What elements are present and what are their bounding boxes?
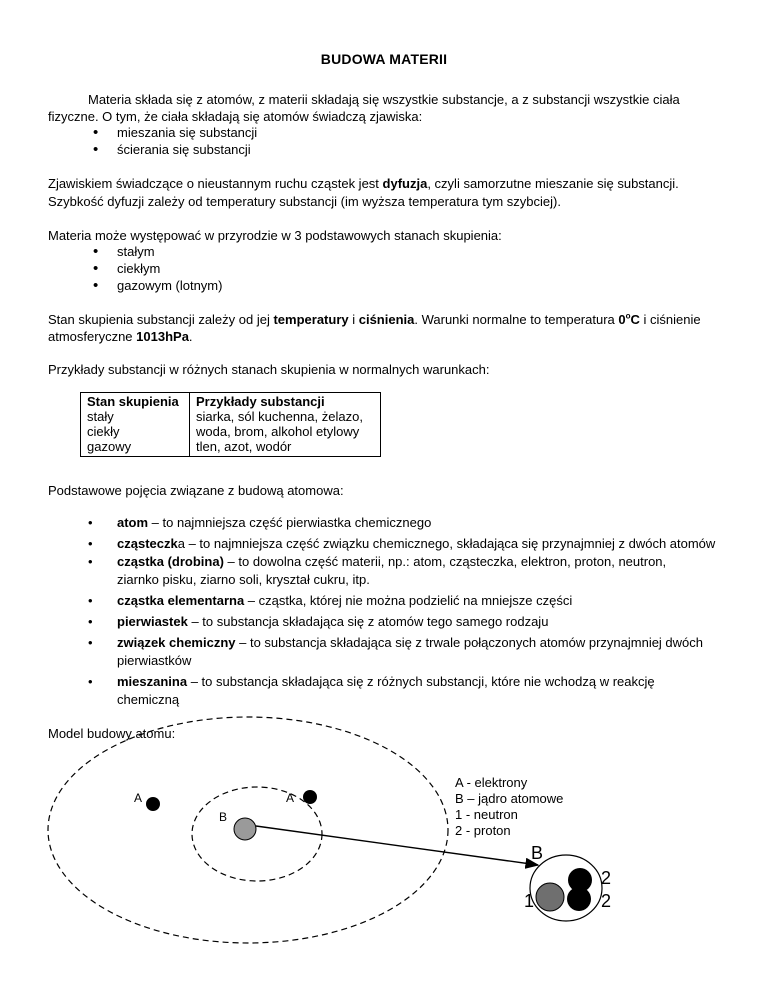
list-item: • mieszania się substancji [117,124,257,141]
list-item: • cząstka elementarna – cząstka, której nie można podzielić na mniejsze części [88,593,573,608]
list-item: • pierwiastek – to substancja składająca się z atomów tego samego rodzaju [88,614,549,629]
table-cell: siarka, sól kuchenna, żelazo, [196,409,363,424]
neutron [536,883,564,911]
model-intro: Model budowy atomu: [48,726,176,741]
concept-text: – cząstka, której nie można podzielić na mniejsze części [244,593,573,608]
list-item: • ciekłym [117,260,222,277]
table-cell: gazowy [81,439,190,457]
examples-intro: Przykłady substancji w różnych stanach skupienia w normalnych warunkach: [48,362,490,377]
diagram-legend [455,775,563,839]
label-b-small: B [219,810,228,824]
legend-item: B – jądro atomowe [455,791,564,806]
inner-electron-shell [192,787,322,881]
label-proton-number-bottom: 2 [601,891,612,911]
conditions-period: . [188,329,193,344]
table-header: Stan skupienia [81,393,190,410]
diffusion-text-end: , czyli samorzutne mieszanie się substancji. [427,176,679,191]
legend-item: 1 - neutron [455,807,518,822]
list-item: • gazowym (lotnym) [117,277,222,294]
conditions-text-3: i ciśnienie [639,312,701,327]
concept-text-continued: pierwiastków [117,653,192,668]
conditions-pressure: ciśnienia [358,312,415,327]
conditions-text-4: atmosferyczne [48,329,137,344]
table-cell: woda, brom, alkohol etylowy [196,424,360,439]
intro-line-2: fizyczne. O tym, że ciała składają się atomów świadczą zjawiska: [48,109,423,124]
concept-text-continued: chemiczną [117,692,180,707]
temp-value: 0 [618,312,626,327]
concept-term: pierwiastek [117,614,188,629]
conditions-text: Stan skupienia substancji zależy od jej [48,312,274,327]
temp-degree: o [625,311,631,321]
concept-text: – to najmniejsza część pierwiastka chemicznego [148,515,432,530]
legend-item: 2 - proton [455,823,511,838]
list-item: • stałym [117,243,222,260]
legend-item: A - elektrony [455,775,528,790]
table-cell: ciekły [81,424,190,439]
table-cell: tlen, azot, wodór [196,439,292,454]
concept-text: – to najmniejsza część związku chemicznego, składająca się przynajmniej z dwóch atomów [184,536,716,551]
conditions-and: i [348,312,359,327]
pressure-value: 1013hPa [136,329,189,344]
concept-term: mieszanina [117,674,188,689]
nucleus-small [234,818,256,840]
outer-electron [146,797,160,811]
intro-line-1: Materia składa się z atomów, z materii składają się wszystkie substancje, a z substancji wszystkie ciała [88,92,680,107]
concept-term: cząstka (drobina) [117,554,224,569]
list-item: • cząstka (drobina) – to dowolna część materii, np.: atom, cząsteczka, elektron, proton, neutron, ziarnko pisku, ziarno soli, kryształ cukru, itp. [88,554,667,587]
label-proton-number-top: 2 [601,868,612,888]
page-title: BUDOWA MATERII [320,51,448,67]
list-item: • mieszanina – to substancja składająca się z różnych substancji, które nie wchodzą w reakcję chemiczną [88,674,655,707]
diffusion-text: Zjawiskiem świadczące o nieustannym ruchu cząstek jest [48,176,383,191]
list-item: • cząsteczka – to najmniejsza część związku chemicznego, składająca się przynajmniej z dwóch atomów [88,536,716,551]
table-header: Przykłady substancji [196,394,325,409]
diffusion-line-2: Szybkość dyfuzji zależy od temperatury substancji (im wyższa temperatura tym szybciej). [48,194,561,209]
list-item: • ścierania się substancji [117,141,257,158]
concept-term: cząstka elementarna [117,593,245,608]
concept-term: atom [117,515,149,530]
concept-text-continued: ziarnko pisku, ziarno soli, kryształ cukru, itp. [117,572,370,587]
inner-electron [303,790,317,804]
table-cell: stały [81,409,190,424]
list-item: • związek chemiczny – to substancja składająca się z trwale połączonych atomów przynajmniej dwóch pierwiastków [88,635,704,668]
concept-term: związek chemiczny [117,635,236,650]
concept-term-tail: a [177,536,185,551]
concept-text: – to substancja składająca się z różnych substancji, które nie wchodzą w reakcję [187,674,655,689]
label-a-outer: A [134,791,143,805]
label-b-large: B [531,843,544,863]
concept-text: – to dowolna część materii, np.: atom, cząsteczka, elektron, proton, neutron, [223,554,667,569]
conditions-text-2: . Warunki normalne to temperatura [414,312,619,327]
conditions-temperature: temperatury [273,312,349,327]
concept-term: cząsteczk [117,536,178,551]
label-neutron-number: 1 [524,891,535,911]
diffusion-term: dyfuzja [382,176,428,191]
temp-unit: C [630,312,640,327]
concept-text: – to substancja składająca się z trwale połączonych atomów przynajmniej dwóch [235,635,704,650]
concept-text: – to substancja składająca się z atomów tego samego rodzaju [187,614,549,629]
list-item: • atom – to najmniejsza część pierwiastka chemicznego [88,515,432,530]
concepts-intro: Podstawowe pojęcia związane z budową atomowa: [48,483,344,498]
states-intro: Materia może występować w przyrodzie w 3 podstawowych stanach skupienia: [48,228,502,243]
proton-bottom [567,887,591,911]
label-a-inner: A [286,791,295,805]
